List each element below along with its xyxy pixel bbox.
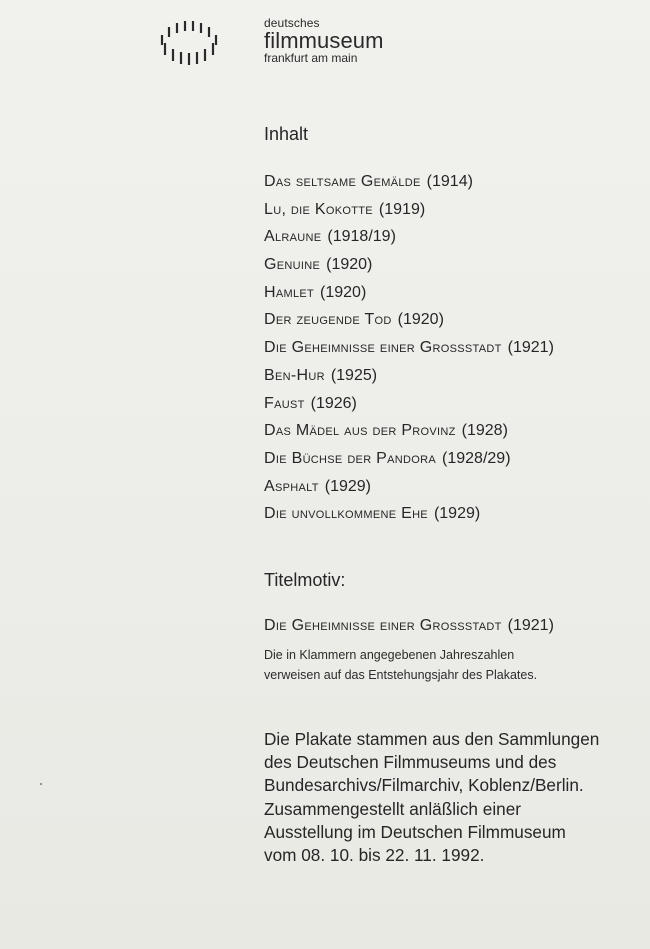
film-year: (1926): [310, 394, 357, 412]
film-year: (1914): [426, 173, 473, 190]
film-title: Faust: [264, 394, 305, 412]
credits-line: Die Plakate stammen aus den Sammlungen: [264, 729, 600, 749]
list-item: [264, 254, 554, 282]
credits-paragraph: [264, 728, 644, 867]
list-item: [264, 337, 554, 365]
logo-line-deutsches: deutsches: [264, 16, 320, 30]
film-year: (1920): [326, 256, 373, 274]
note-line: verweisen auf das Entstehungsjahr des Plakates.: [264, 668, 538, 682]
logo-wordmark: [264, 17, 384, 64]
list-item: [264, 365, 554, 393]
film-year: (1928): [461, 422, 508, 440]
list-item: [264, 282, 554, 310]
year-note: [264, 645, 604, 685]
film-title: Genuine: [264, 256, 321, 274]
title-motif-heading: Titelmotiv:: [264, 570, 346, 590]
paper-speck: [40, 783, 42, 785]
film-title: Die Büchse der Pandora: [264, 449, 437, 467]
note-line: Die in Klammern angegebenen Jahreszahlen: [264, 648, 515, 662]
film-title: Ben-Hur: [264, 366, 325, 384]
filmmuseum-logo-icon: [158, 18, 222, 66]
list-item: [264, 503, 554, 531]
film-year: (1929): [324, 477, 371, 495]
list-item: [264, 171, 554, 199]
film-title: Asphalt: [264, 477, 319, 495]
logo-line-filmmuseum: filmmuseum: [264, 28, 384, 53]
credits-line: des Deutschen Filmmuseums und des: [264, 752, 557, 773]
film-year: (1918/19): [327, 228, 396, 246]
credits-line: Bundesarchivs/Filmarchiv, Koblenz/Berlin.: [264, 775, 584, 796]
credits-line: Ausstellung im Deutschen Filmmuseum: [264, 821, 566, 842]
film-year: (1920): [397, 311, 444, 329]
title-motif-film: [264, 617, 554, 635]
film-year: (1921): [507, 339, 554, 357]
film-year: (1921): [507, 617, 554, 634]
contents-heading: Inhalt: [264, 124, 309, 144]
list-item: [264, 476, 554, 504]
list-item: [264, 309, 554, 337]
film-title: Das seltsame Gemälde: [264, 173, 421, 190]
film-title: Die unvollkommene Ehe: [264, 505, 428, 523]
logo-line-city: frankfurt am main: [264, 51, 358, 65]
film-year: (1925): [330, 366, 378, 384]
film-title: Lu, die Kokotte: [264, 200, 373, 218]
list-item: [264, 448, 554, 476]
film-year: (1920): [320, 283, 367, 301]
credits-line: vom 08. 10. bis 22. 11. 1992.: [264, 845, 485, 866]
film-title: Die Geheimnisse einer Grossstadt: [264, 617, 502, 634]
list-item: [264, 199, 554, 227]
film-title: Der zeugende Tod: [264, 311, 392, 329]
film-title: Alraune: [264, 228, 322, 246]
film-year: (1928/29): [442, 449, 511, 467]
film-title: Die Geheimnisse einer Grossstadt: [264, 339, 502, 357]
film-year: (1929): [433, 505, 481, 523]
list-item: [264, 226, 554, 254]
contents-list: [264, 171, 554, 531]
list-item: [264, 420, 554, 448]
film-title: Das Mädel aus der Provinz: [264, 422, 456, 440]
film-title: Hamlet: [264, 283, 315, 301]
list-item: [264, 393, 554, 421]
film-year: (1919): [378, 200, 426, 218]
credits-line: Zusammengestellt anläßlich einer: [264, 798, 521, 819]
